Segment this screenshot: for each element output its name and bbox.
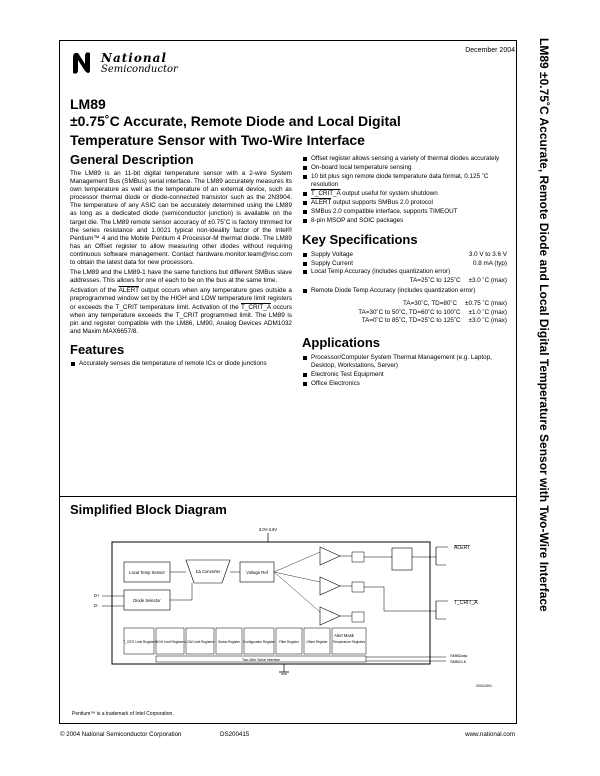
national-semiconductor-logo-icon bbox=[70, 49, 100, 77]
figure-number: 20041501 bbox=[476, 684, 492, 688]
general-description-p3 bbox=[70, 287, 292, 336]
filter-register-label: Filter Register bbox=[279, 640, 299, 644]
feature-item: 10 bit plus sign remote diode temperature data format, 0.125 ˚C resolution bbox=[302, 173, 507, 189]
feature-tcrit-signal: T_CRIT_A bbox=[311, 190, 341, 197]
spec-value: 3.0 V to 3.6 V bbox=[468, 251, 507, 258]
side-title: LM89 ±0.75˚C Accurate, Remote Diode and Local Digital Temperature Sensor with Two-Wire Interface bbox=[537, 38, 551, 612]
spec-condition: TA=30˚C, TD=80˚C bbox=[403, 299, 458, 307]
feature-item: 8-pin MSOP and SOIC packages bbox=[302, 217, 507, 225]
spec-remote-condition bbox=[302, 300, 507, 309]
side-title-strip bbox=[520, 38, 551, 748]
publication-date: December 2004 bbox=[465, 47, 515, 54]
features-heading: Features bbox=[70, 341, 125, 357]
logo-line-national: National bbox=[101, 51, 167, 65]
high-register-label: HIGH Limit Registers bbox=[155, 640, 185, 644]
status-register-label: Status Register bbox=[218, 640, 240, 644]
pin-dplus: D+ bbox=[94, 593, 100, 598]
frame-bottom bbox=[59, 723, 517, 724]
spec-label: Local Temp Accuracy (includes quantization error) bbox=[311, 268, 451, 276]
footer-url[interactable]: www.national.com bbox=[465, 731, 515, 738]
pin-smbclk: SMBCLK bbox=[450, 659, 467, 664]
title-line-1: ±0.75˚C Accurate, Remote Diode and Local Digital bbox=[70, 113, 401, 129]
spec-remote-condition bbox=[302, 309, 507, 318]
pin-alert: ALERT bbox=[454, 545, 471, 551]
spec-value: ±3.0 ˚C (max) bbox=[468, 276, 507, 284]
feature-alert-text: output supports SMBus 2.0 protocol bbox=[331, 199, 433, 206]
frame-top bbox=[59, 40, 517, 41]
p3-part-a: Activation of the bbox=[70, 287, 119, 295]
spec-condition: TA=0˚C to 85˚C, TD=25˚C to 125˚C bbox=[361, 317, 461, 325]
title-line-2: Temperature Sensor with Two-Wire Interface bbox=[70, 132, 365, 148]
left-column bbox=[70, 153, 292, 369]
comparator-high bbox=[320, 547, 340, 565]
alert-mask-gate bbox=[352, 552, 364, 562]
tcrit-mask-gate bbox=[352, 582, 364, 592]
offset-register-label: Offset Register bbox=[306, 640, 328, 644]
spec-value: ±1.0 ˚C (max) bbox=[468, 308, 507, 316]
pentium-footnote: Pentium™ is a trademark of Intel Corporation. bbox=[72, 711, 174, 717]
feature-item bbox=[302, 199, 507, 207]
spec-supply-current bbox=[302, 260, 507, 269]
p3-part-c: occurs when any temperature exceeds the T_CRIT programmed limit. The LM89 is pin and register compatible with the LM86, LM90, Analog Devices ADM1032 and Maxim MAX6657/8. bbox=[70, 303, 292, 335]
application-item: Office Electronics bbox=[302, 380, 507, 388]
serial-interface-label: Two-Wire Serial Interface bbox=[241, 658, 281, 662]
chip-outline bbox=[112, 542, 430, 664]
config-register-label: Configuration Register bbox=[243, 640, 275, 644]
p3-alert-signal: ALERT bbox=[118, 287, 139, 295]
right-column bbox=[302, 155, 507, 389]
comparator-tcrit bbox=[320, 577, 340, 595]
tcrit-register-label: T_CRIT Limit Register bbox=[123, 640, 155, 644]
spec-condition: TA=25˚C to 125˚C bbox=[409, 276, 461, 284]
part-number-title: LM89 bbox=[70, 96, 106, 112]
frame-left bbox=[59, 40, 60, 724]
pin-dminus: D- bbox=[94, 603, 99, 608]
adc-label: ΣΔ Converter bbox=[195, 569, 221, 574]
frame-right bbox=[516, 40, 517, 724]
spec-local-accuracy bbox=[302, 268, 507, 277]
vref-label: Voltage Ref bbox=[246, 570, 268, 575]
block-diagram-heading: Simplified Block Diagram bbox=[70, 502, 227, 517]
low-mask-gate bbox=[352, 612, 364, 622]
feature-item: SMBus 2.0 compatible interface, supports TIMEOUT bbox=[302, 208, 507, 216]
block-diagram bbox=[74, 525, 504, 690]
spec-remote-condition bbox=[302, 317, 507, 326]
features-list-right bbox=[302, 155, 507, 225]
application-item: Processor/Computer System Thermal Management (e.g. Laptop, Desktop, Workstations, Server) bbox=[302, 354, 507, 370]
footer-copyright: © 2004 National Semiconductor Corporation bbox=[60, 731, 182, 738]
diode-selector-label: Diode Selector bbox=[133, 598, 161, 603]
feature-alert-signal: ALERT bbox=[311, 199, 332, 206]
logo-line-semiconductor: Semiconductor bbox=[101, 64, 178, 75]
application-item: Electronic Test Equipment bbox=[302, 371, 507, 379]
alert-mask-label: Alert Mask bbox=[334, 633, 354, 638]
general-description-heading: General Description bbox=[70, 152, 194, 167]
supply-label: 3.0V-3.6V bbox=[258, 527, 278, 532]
spec-label: Remote Diode Temp Accuracy (includes quantization error) bbox=[311, 287, 476, 295]
low-register-label: LOW Limit Registers bbox=[185, 640, 215, 644]
footer-ds-number: DS200415 bbox=[220, 731, 250, 738]
p3-part-b: output occurs when any temperature goes outside a preprogrammed window set by the HIGH and LOW temperature limit registers or exceeds the T_CRIT temperature limit. Activation of the bbox=[70, 287, 292, 311]
general-description-p2: The LM89 and the LM89-1 have the same functions but different SMBus slave addresses. This allows for one of each to be on the bus at the same time. bbox=[70, 269, 292, 285]
alert-latch-block bbox=[392, 548, 412, 570]
spec-value: ±0.75 ˚C (max) bbox=[465, 299, 507, 307]
spec-condition: TA=30˚C to 50˚C, TD=60˚C to 100˚C bbox=[358, 308, 461, 316]
spec-local-condition bbox=[302, 277, 507, 286]
comparator-low bbox=[320, 607, 340, 625]
block-diagram-top-rule bbox=[59, 496, 517, 497]
local-sensor-label: Local Temp Sensor bbox=[129, 570, 165, 575]
general-description-p1: The LM89 is an 11-bit digital temperature sensor with a 2-wire System Management Bus (SMBus) serial interface. The LM89 accurately measures its own temperature as well as the temperature of an external device, such as processor thermal diode or diode-connected transistor such as the 2N3904. The temperature of any ASIC can be accurately determined using the LM89 as long as a dedicated diode (semiconductor junction) is available on the target die. The LM89 remote sensor accuracy of ±0.75˚C is factory trimmed for the series resistance and 1.0021 typical non-ideality factor of the Intel® Pentium™ 4 and the Mobile Pentium 4 Processor-M thermal diode. The LM89 has an Offset register to allow measuring other diodes without requiring continuous software management. Contact hardware.monitor.team@nsc.com to obtain the latest data for new processors. bbox=[70, 170, 292, 267]
spec-value: ±3.0 ˚C (max) bbox=[468, 317, 507, 325]
pin-tcrit: T_CRIT_A bbox=[454, 600, 478, 606]
key-specifications-heading: Key Specifications bbox=[302, 232, 418, 247]
applications-list bbox=[302, 354, 507, 388]
feature-item bbox=[302, 190, 507, 198]
national-logo bbox=[70, 49, 200, 79]
p3-tcrit-signal: T_CRIT_A bbox=[240, 303, 271, 311]
temperature-registers-label: Temperature Registers bbox=[332, 640, 366, 644]
feature-tcrit-text: output useful for system shutdown bbox=[340, 190, 438, 197]
feature-item: Accurately senses die temperature of remote ICs or diode junctions bbox=[70, 360, 292, 368]
pin-smbdata: SMBData bbox=[450, 653, 468, 658]
spec-label: Supply Voltage bbox=[311, 251, 354, 258]
spec-remote-accuracy bbox=[302, 287, 507, 296]
spec-label: Supply Current bbox=[311, 259, 353, 267]
spec-value: 0.8 mA (typ) bbox=[473, 259, 507, 267]
feature-item: On-board local temperature sensing bbox=[302, 164, 507, 172]
key-specs-block bbox=[302, 251, 507, 326]
features-list-left bbox=[70, 360, 292, 368]
applications-heading: Applications bbox=[302, 334, 381, 350]
spec-supply-voltage bbox=[302, 251, 507, 260]
feature-item: Offset register allows sensing a variety of thermal diodes accurately bbox=[302, 155, 507, 163]
